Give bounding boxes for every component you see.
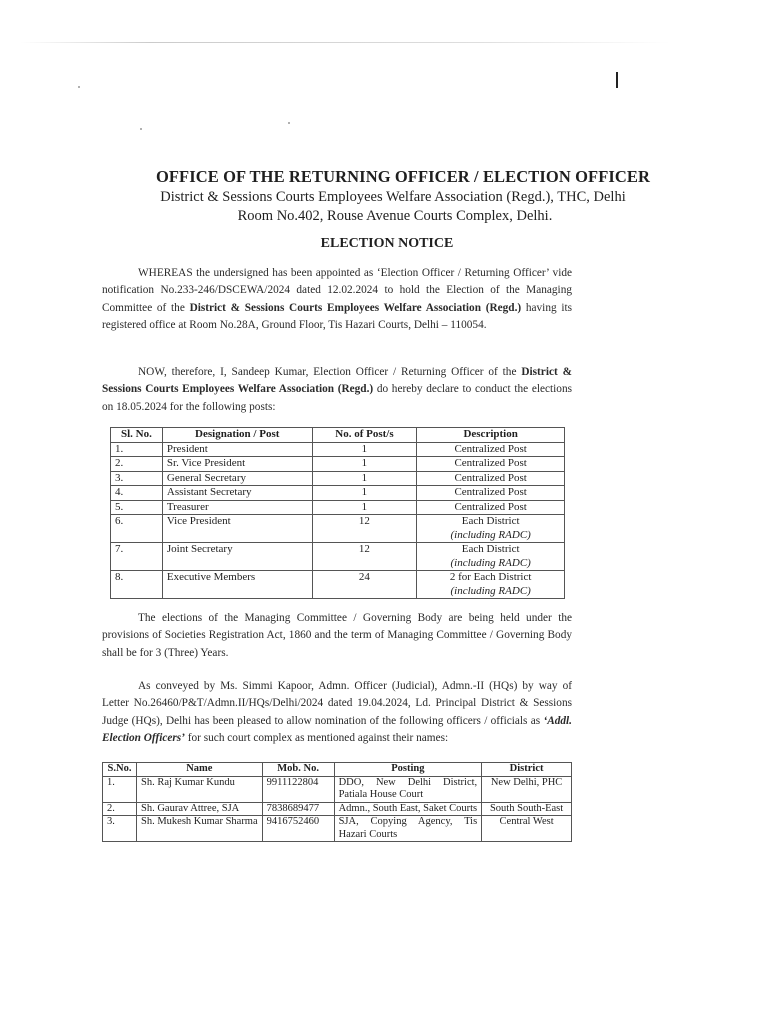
para4-text-a: As conveyed by Ms. Simmi Kapoor, Admn. Officer (Judicial), Admn.-II (HQs) by way of Letter No.26460/P&T/Admn.II/HQs/Delhi/2024 dated 19.04.2024, Ld. Principal District & Sessions Judge (HQs), Delhi has been pleased to allow nomination of the following officers / officials as [102, 680, 572, 727]
posting-cell: DDO, New Delhi District, Patiala House Court [334, 776, 482, 802]
post-count-cell: 1 [312, 500, 417, 515]
serial-number-cell: 3. [103, 816, 137, 842]
office-address: Room No.402, Rouse Avenue Courts Complex, Delhi. [237, 208, 553, 224]
post-count-cell: 1 [312, 471, 417, 486]
officers-table [102, 762, 572, 842]
posting-cell: SJA, Copying Agency, Tis Hazari Courts [334, 816, 482, 842]
designation-cell: President [162, 442, 312, 457]
designation-cell: Treasurer [162, 500, 312, 515]
notice-heading: ELECTION NOTICE [320, 236, 454, 251]
posting-cell: Admn., South East, Saket Courts [334, 802, 482, 816]
officer-name-cell: Sh. Raj Kumar Kundu [136, 776, 262, 802]
table-row [111, 442, 565, 457]
scan-artifact-line [20, 42, 670, 43]
description-cell [417, 442, 565, 457]
serial-number-cell: 4. [111, 486, 163, 501]
description-text: Centralized Post [454, 442, 527, 455]
posts-table-header-row [111, 428, 565, 443]
description-cell [417, 500, 565, 515]
declaration-paragraph [102, 364, 572, 416]
para2-association-bold: District & Sessions Courts Employees Welfare Association (Regd.) [102, 366, 573, 396]
serial-number-cell: 2. [111, 457, 163, 472]
district-cell: New Delhi, PHC [482, 776, 572, 802]
para4-text-b: for such court complex as mentioned against their names: [187, 731, 449, 744]
column-header: Mob. No. [262, 763, 334, 777]
column-header: S.No. [103, 763, 137, 777]
post-count-cell: 1 [312, 457, 417, 472]
description-note: (including RADC) [450, 528, 531, 541]
para2-text-a: NOW, therefore, I, Sandeep Kumar, Election Officer / Returning Officer of the [138, 366, 517, 378]
column-header: Posting [334, 763, 482, 777]
scan-speck [140, 128, 142, 130]
post-count-cell: 12 [312, 543, 417, 571]
table-row [111, 515, 565, 543]
district-cell: South South-East [482, 802, 572, 816]
description-text: Each District [461, 515, 520, 527]
para1-text-b: having its registered office at Room No.28A, Ground Floor, Tis Hazari Courts, Delhi – 110054. [102, 301, 573, 331]
table-row [111, 543, 565, 571]
serial-number-cell: 2. [103, 802, 137, 816]
posts-table [110, 427, 565, 599]
officer-name-cell: Sh. Mukesh Kumar Sharma [136, 816, 262, 842]
table-row [111, 471, 565, 486]
serial-number-cell: 5. [111, 500, 163, 515]
column-header: Designation / Post [162, 428, 312, 443]
table-row [111, 571, 565, 599]
serial-number-cell: 8. [111, 571, 163, 599]
para3-text: The elections of the Managing Committee / Governing Body are being held under the provisions of Societies Registration Act, 1860 and the term of Managing Committee / Governing Body shall be for 3 (Three) Years. [102, 612, 572, 659]
para2-text-b: do hereby declare to conduct the elections on 18.05.2024 for the following posts: [102, 383, 572, 413]
description-cell [417, 471, 565, 486]
description-text: Each District [461, 543, 520, 555]
designation-cell: Executive Members [162, 571, 312, 599]
serial-number-cell: 3. [111, 471, 163, 486]
designation-cell: Sr. Vice President [162, 457, 312, 472]
column-header: Name [136, 763, 262, 777]
district-cell: Central West [482, 816, 572, 842]
post-count-cell: 1 [312, 442, 417, 457]
column-header: District [482, 763, 572, 777]
column-header: Description [417, 428, 565, 443]
description-note: (including RADC) [450, 584, 531, 597]
post-count-cell: 12 [312, 515, 417, 543]
officers-table-header-row [103, 763, 572, 777]
addl-election-officers-term: ‘Addl. Election Officers’ [102, 714, 573, 744]
mobile-number-cell: 9416752460 [262, 816, 334, 842]
designation-cell: General Secretary [162, 471, 312, 486]
page-mark [616, 72, 618, 88]
association-name: District & Sessions Courts Employees Welfare Association (Regd.), THC, Delhi [160, 189, 626, 205]
whereas-paragraph [102, 265, 572, 334]
scan-speck [78, 86, 80, 88]
post-count-cell: 24 [312, 571, 417, 599]
serial-number-cell: 6. [111, 515, 163, 543]
description-cell [417, 515, 565, 543]
table-row [103, 776, 572, 802]
elections-term-paragraph [102, 610, 572, 662]
para1-association-bold: District & Sessions Courts Employees Welfare Association (Regd.) [189, 301, 522, 314]
description-note: (including RADC) [450, 556, 531, 569]
table-row [111, 500, 565, 515]
column-header: No. of Post/s [312, 428, 417, 443]
serial-number-cell: 1. [103, 776, 137, 802]
table-row [111, 486, 565, 501]
designation-cell: Vice President [162, 515, 312, 543]
para1-text-a: WHEREAS the undersigned has been appointed as ‘Election Officer / Returning Officer’ vide notification No.233-246/DSCEWA/2024 dated 12.02.2024 to hold the Election of the Managing Committee of the [102, 267, 572, 314]
description-text: Centralized Post [454, 500, 527, 513]
description-text: Centralized Post [454, 486, 527, 498]
table-row [103, 816, 572, 842]
description-cell [417, 457, 565, 472]
column-header: Sl. No. [111, 428, 163, 443]
serial-number-cell: 7. [111, 543, 163, 571]
description-cell [417, 571, 565, 599]
mobile-number-cell: 7838689477 [262, 802, 334, 816]
post-count-cell: 1 [312, 486, 417, 501]
description-cell [417, 543, 565, 571]
scan-speck [288, 122, 290, 124]
table-row [111, 457, 565, 472]
description-cell [417, 486, 565, 501]
designation-cell: Assistant Secretary [162, 486, 312, 501]
table-row [103, 802, 572, 816]
description-text: Centralized Post [454, 471, 527, 484]
description-text: 2 for Each District [449, 571, 532, 583]
addl-officers-paragraph [102, 678, 572, 747]
serial-number-cell: 1. [111, 442, 163, 457]
document-title: OFFICE OF THE RETURNING OFFICER / ELECTION OFFICER [155, 167, 651, 186]
mobile-number-cell: 9911122804 [262, 776, 334, 802]
officer-name-cell: Sh. Gaurav Attree, SJA [136, 802, 262, 816]
designation-cell: Joint Secretary [162, 543, 312, 571]
description-text: Centralized Post [454, 457, 527, 469]
